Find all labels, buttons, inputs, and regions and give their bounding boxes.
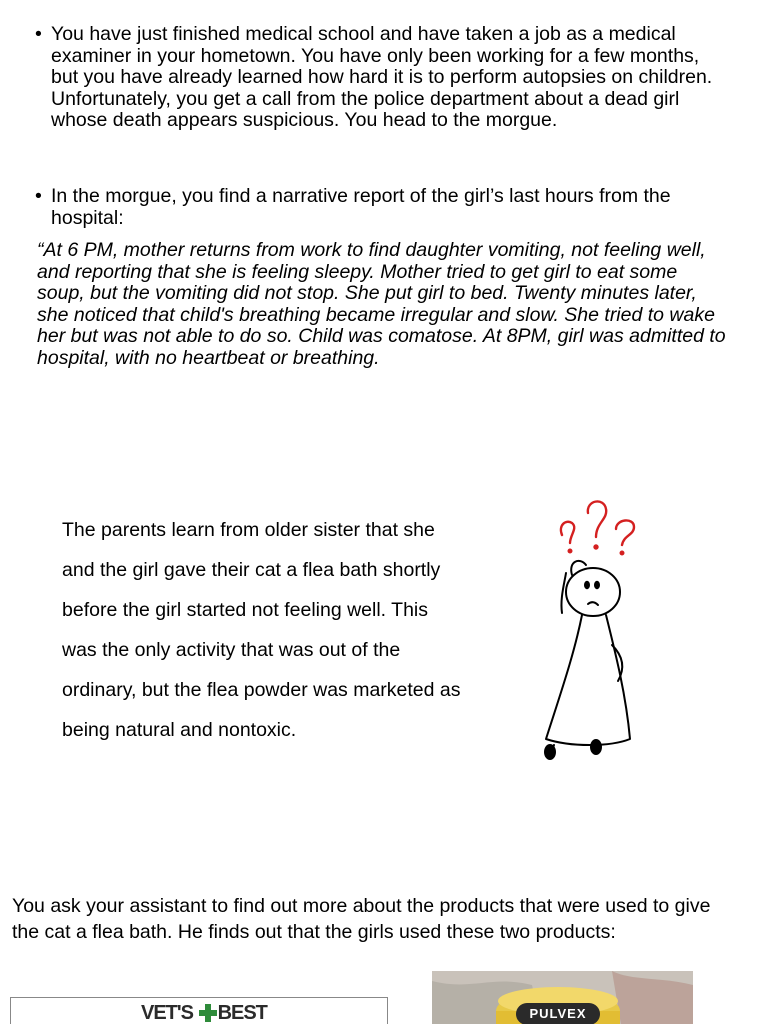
intro-bullet <box>35 24 725 132</box>
pulvex-product-image <box>432 971 693 1024</box>
assistant-paragraph: You ask your assistant to find out more about the products that were used to give the cat a flea bath. He finds out that the girls used these two products: <box>12 895 711 943</box>
vets-best-logo <box>141 1002 267 1024</box>
hospital-narrative: “At 6 PM, mother returns from work to find daughter vomiting, not feeling well, and reporting that she is feeling sleepy. Mother tried to get girl to eat some soup, but the vomiting did not stop. She put girl to bed. Twenty minutes later, she noticed that child's breathing became irregular and slow. She tried to wake her but was not able to do so. Child was comatose. At 8PM, girl was admitted to hospital, with no heartbeat or breathing. <box>37 239 726 369</box>
vets-best-product-image <box>10 997 388 1024</box>
vets-logo-part-b: BEST <box>217 1002 267 1024</box>
bullet-marker: • <box>35 23 42 45</box>
intro-bullet-text: You have just finished medical school and have taken a job as a medical examiner in your hometown. You have only been working for a few months, but you have already learned how hard it is to perform autopsies on children. Unfortunately, you get a call from the police department about a dead girl whose death appears suspicious. You head to the morgue. <box>51 23 713 132</box>
confused-person-illustration <box>530 495 645 765</box>
pulvex-label: PULVEX <box>516 1003 600 1024</box>
parents-paragraph: The parents learn from older sister that she and the girl gave their cat a flea bath shortly before the girl started not feeling well. This was the only activity that was out of the ordinary, but the flea powder was marketed as being natural and nontoxic. <box>62 519 461 741</box>
morgue-bullet <box>35 186 725 229</box>
vets-logo-part-a: VET'S <box>141 1002 193 1024</box>
green-cross-icon <box>199 1004 217 1022</box>
confused-stick-figure-icon <box>530 495 645 765</box>
stick-figure-body <box>545 561 630 759</box>
morgue-bullet-text: In the morgue, you find a narrative report of the girl’s last hours from the hospital: <box>51 185 671 229</box>
question-marks <box>561 501 634 554</box>
bullet-marker: • <box>35 185 42 207</box>
